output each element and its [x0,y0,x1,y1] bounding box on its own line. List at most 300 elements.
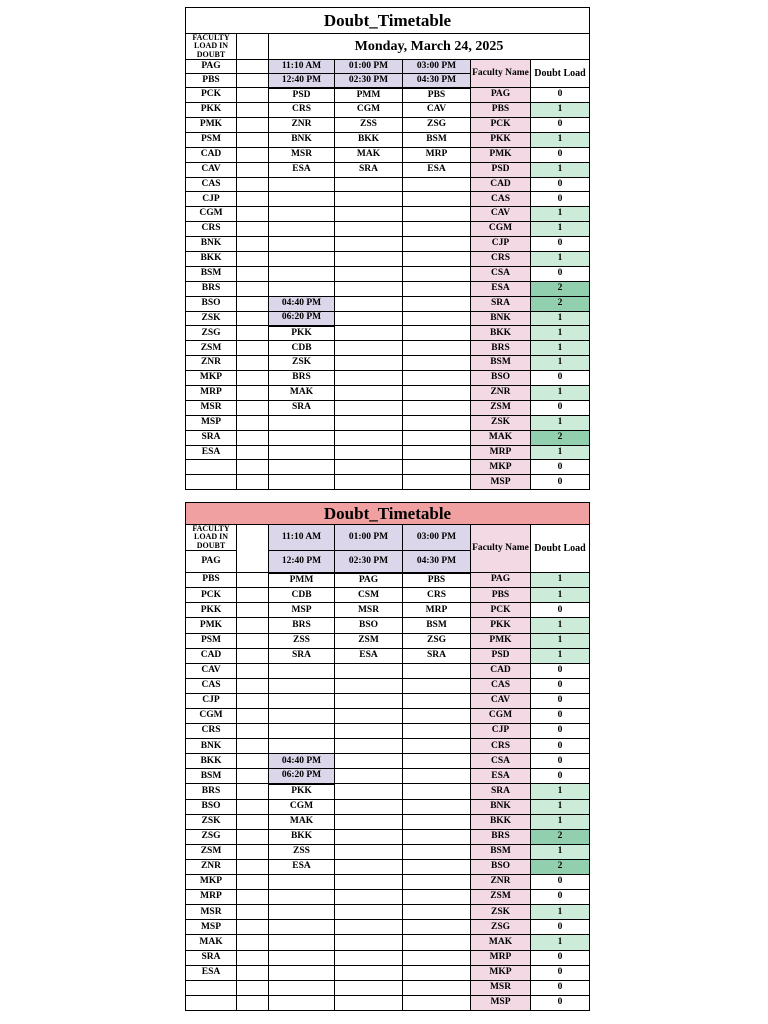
blank-cell [403,950,471,965]
blank-cell [269,890,335,905]
faculty-code [186,475,237,490]
blank-cell [403,844,471,859]
doubt-assignment: ZSS [269,633,335,648]
faculty-code: ZSK [186,311,237,326]
doubt-load-value: 0 [531,724,590,739]
blank-cell [403,356,471,371]
blank-cell [237,117,269,132]
doubt-assignment: 06:20 PM [269,311,335,326]
doubt-load-value: 2 [531,281,590,296]
doubt-assignment: ESA [269,859,335,874]
faculty-list-name: CAV [471,207,531,222]
table-row [186,147,590,162]
doubt-timetable-1 [185,7,590,490]
blank-cell [335,356,403,371]
blank-cell [237,385,269,400]
faculty-code [186,995,237,1010]
faculty-code: ZSM [186,341,237,356]
blank-cell [237,709,269,724]
doubt-assignment: SRA [335,162,403,177]
blank-cell [403,192,471,207]
doubt-load-value: 0 [531,769,590,784]
faculty-code: MAK [186,935,237,950]
table-row [186,935,590,950]
blank-cell [403,445,471,460]
faculty-list-name: PCK [471,603,531,618]
blank-cell [237,311,269,326]
doubt-load-value: 1 [531,103,590,118]
doubt-load-value: 1 [531,445,590,460]
table-row [186,648,590,663]
blank-cell [335,311,403,326]
faculty-list-name: BSM [471,356,531,371]
blank-cell [269,475,335,490]
blank-cell [237,445,269,460]
faculty-code: PAG [186,551,237,573]
doubt-assignment: MAK [335,147,403,162]
faculty-list-name: ZSM [471,400,531,415]
table-row [186,132,590,147]
blank-cell [403,326,471,341]
faculty-code: BKK [186,754,237,769]
faculty-code: BSO [186,799,237,814]
blank-cell [237,162,269,177]
blank-cell [403,296,471,311]
blank-cell [403,311,471,326]
faculty-code: SRA [186,430,237,445]
faculty-code: BSO [186,296,237,311]
table-row [186,663,590,678]
blank-cell [403,965,471,980]
doubt-assignment: PMM [335,88,403,103]
blank-cell [335,678,403,693]
blank-cell [403,709,471,724]
blank-cell [237,950,269,965]
faculty-code: CAV [186,162,237,177]
table-row [186,980,590,995]
doubt-assignment: ZNR [269,117,335,132]
blank-cell [269,709,335,724]
blank-cell [237,724,269,739]
doubt-assignment: CDB [269,341,335,356]
blank-cell [237,573,269,588]
doubt-load-value: 0 [531,475,590,490]
blank-cell [237,74,269,88]
faculty-code: CRS [186,222,237,237]
blank-cell [335,415,403,430]
blank-cell [237,859,269,874]
faculty-list-name: CAS [471,678,531,693]
blank-cell [403,400,471,415]
blank-cell [269,724,335,739]
faculty-code: CAS [186,177,237,192]
doubt-assignment: BSM [403,618,471,633]
doubt-load-value: 1 [531,588,590,603]
faculty-list-name: CRS [471,739,531,754]
doubt-assignment: CRS [403,588,471,603]
faculty-list-name: CSA [471,754,531,769]
doubt-load-value: 0 [531,192,590,207]
blank-cell [237,60,269,74]
blank-cell [237,603,269,618]
blank-cell [237,995,269,1010]
blank-cell [335,799,403,814]
faculty-list-name: ESA [471,281,531,296]
blank-cell [403,460,471,475]
blank-cell [335,385,403,400]
faculty-list-name: ZNR [471,385,531,400]
timetable-date: Monday, March 24, 2025 [269,34,590,60]
faculty-code: ZNR [186,356,237,371]
table-row [186,415,590,430]
faculty-code: PMK [186,117,237,132]
blank-cell [269,739,335,754]
faculty-code: MRP [186,385,237,400]
blank-cell [403,799,471,814]
table-row [186,603,590,618]
blank-cell [237,430,269,445]
blank-cell [403,222,471,237]
blank-cell [237,799,269,814]
blank-cell [335,445,403,460]
table-row [186,573,590,588]
table-row [186,251,590,266]
table-row [186,633,590,648]
doubt-load-value: 0 [531,875,590,890]
faculty-list-name: PBS [471,588,531,603]
blank-cell [403,237,471,252]
blank-cell [237,693,269,708]
doubt-load-value: 2 [531,296,590,311]
doubt-load-value: 1 [531,814,590,829]
faculty-code: ZSM [186,844,237,859]
doubt-assignment: MAK [269,385,335,400]
faculty-list-name: PCK [471,117,531,132]
doubt-load-value: 1 [531,222,590,237]
table-row [186,400,590,415]
doubt-load-value: 0 [531,147,590,162]
doubt-load-value: 1 [531,935,590,950]
blank-cell [403,177,471,192]
faculty-list-name: BRS [471,829,531,844]
doubt-load-value: 1 [531,573,590,588]
faculty-list-name: BNK [471,799,531,814]
blank-cell [269,920,335,935]
blank-cell [237,266,269,281]
table-row [186,814,590,829]
faculty-list-name: PSD [471,162,531,177]
table-row [186,995,590,1010]
faculty-code: BRS [186,784,237,799]
faculty-list-name: MKP [471,965,531,980]
blank-cell [403,724,471,739]
doubt-assignment: SRA [269,400,335,415]
blank-cell [269,678,335,693]
blank-cell [335,460,403,475]
blank-cell [335,430,403,445]
blank-cell [269,980,335,995]
faculty-load-header: FACULTY LOAD IN DOUBT [186,34,237,60]
blank-cell [269,965,335,980]
faculty-code: ESA [186,445,237,460]
doubt-load-value: 1 [531,618,590,633]
blank-cell [335,207,403,222]
blank-cell [237,829,269,844]
doubt-load-value: 1 [531,162,590,177]
faculty-list-name: MSP [471,475,531,490]
faculty-list-name: MAK [471,935,531,950]
doubt-assignment: MSR [269,147,335,162]
blank-cell [237,754,269,769]
doubt-load-value: 0 [531,754,590,769]
faculty-list-name: ZSM [471,890,531,905]
blank-cell [335,935,403,950]
blank-cell [335,693,403,708]
faculty-code: CRS [186,724,237,739]
blank-cell [335,739,403,754]
faculty-code: CAD [186,648,237,663]
blank-cell [237,784,269,799]
faculty-list-name: BKK [471,814,531,829]
blank-cell [269,445,335,460]
blank-cell [403,207,471,222]
faculty-code: MSR [186,905,237,920]
table-row [186,829,590,844]
blank-cell [269,222,335,237]
faculty-code: CAS [186,678,237,693]
faculty-code: ESA [186,965,237,980]
faculty-load-header: FACULTY LOAD IN DOUBT [186,525,237,551]
blank-cell [269,207,335,222]
table-row [186,618,590,633]
doubt-assignment: 04:40 PM [269,754,335,769]
faculty-code [186,460,237,475]
slot-start-time: 03:00 PM [403,60,471,74]
doubt-assignment: MSP [269,603,335,618]
doubt-assignment: ESA [269,162,335,177]
faculty-code: PSM [186,633,237,648]
faculty-code: MRP [186,890,237,905]
doubt-load-value: 0 [531,693,590,708]
blank-cell [335,784,403,799]
table-row [186,965,590,980]
doubt-load-value: 2 [531,859,590,874]
blank-cell [335,266,403,281]
doubt-assignment: BKK [269,829,335,844]
faculty-list-name: MAK [471,430,531,445]
doubt-assignment: 06:20 PM [269,769,335,784]
blank-cell [335,251,403,266]
blank-cell [237,769,269,784]
table-row [186,445,590,460]
doubt-assignment: BRS [269,618,335,633]
table-row [186,709,590,724]
faculty-code: ZSG [186,326,237,341]
doubt-assignment: CRS [269,103,335,118]
blank-cell [237,371,269,386]
blank-cell [237,618,269,633]
doubt-load-value: 1 [531,905,590,920]
doubt-load-value: 1 [531,251,590,266]
blank-cell [269,237,335,252]
faculty-list-name: CSA [471,266,531,281]
table-row [186,784,590,799]
slot-end-time: 12:40 PM [269,551,335,573]
faculty-list-name: PKK [471,618,531,633]
blank-cell [403,829,471,844]
table-row [186,222,590,237]
blank-cell [237,814,269,829]
table-row [186,88,590,103]
doubt-assignment: ZSS [269,844,335,859]
doubt-assignment: CGM [335,103,403,118]
blank-cell [403,905,471,920]
blank-cell [269,875,335,890]
faculty-list-name: CAD [471,663,531,678]
table-row [186,905,590,920]
faculty-code [186,980,237,995]
blank-cell [403,814,471,829]
doubt-load-value: 1 [531,799,590,814]
doubt-load-value: 0 [531,400,590,415]
blank-cell [237,34,269,60]
faculty-list-name: PBS [471,103,531,118]
doubt-assignment: BRS [269,371,335,386]
blank-cell [269,281,335,296]
table-row [186,950,590,965]
table-row [186,693,590,708]
faculty-list-name: MSP [471,995,531,1010]
doubt-load-value: 1 [531,844,590,859]
table-row [186,207,590,222]
table-row [186,678,590,693]
blank-cell [269,177,335,192]
faculty-code: MSP [186,415,237,430]
blank-cell [335,754,403,769]
faculty-list-name: CAS [471,192,531,207]
blank-cell [269,192,335,207]
table-title: Doubt_Timetable [186,503,590,525]
blank-cell [403,784,471,799]
blank-cell [335,875,403,890]
doubt-assignment: PKK [269,326,335,341]
faculty-code: ZSK [186,814,237,829]
faculty-list-name: BRS [471,341,531,356]
slot-end-time: 12:40 PM [269,74,335,88]
blank-cell [237,237,269,252]
table-title: Doubt_Timetable [186,8,590,34]
slot-start-time: 01:00 PM [335,60,403,74]
blank-cell [237,341,269,356]
blank-cell [237,588,269,603]
blank-cell [237,875,269,890]
faculty-list-name: CGM [471,222,531,237]
table-row [186,920,590,935]
doubt-load-value: 0 [531,709,590,724]
blank-cell [269,693,335,708]
doubt-assignment: ZSG [403,633,471,648]
table-row [186,875,590,890]
faculty-list-name: CGM [471,709,531,724]
slot-end-time: 04:30 PM [403,74,471,88]
blank-cell [403,430,471,445]
blank-cell [335,237,403,252]
blank-cell [335,769,403,784]
blank-cell [237,525,269,573]
blank-cell [237,844,269,859]
blank-cell [237,222,269,237]
table-row [186,754,590,769]
table-row [186,117,590,132]
blank-cell [269,266,335,281]
slot-start-time: 03:00 PM [403,525,471,551]
doubt-timetable-2 [185,502,590,1011]
faculty-list-name: ESA [471,769,531,784]
faculty-name-header: Faculty Name [471,60,531,88]
blank-cell [269,950,335,965]
blank-cell [237,965,269,980]
table-row [186,281,590,296]
doubt-assignment: SRA [269,648,335,663]
doubt-assignment: PKK [269,784,335,799]
faculty-code: CJP [186,693,237,708]
slot-end-time: 02:30 PM [335,551,403,573]
blank-cell [403,980,471,995]
doubt-load-value: 1 [531,311,590,326]
blank-cell [237,103,269,118]
doubt-load-value: 1 [531,385,590,400]
blank-cell [403,266,471,281]
blank-cell [237,648,269,663]
doubt-load-header: Doubt Load [531,525,590,573]
blank-cell [237,905,269,920]
doubt-load-value: 0 [531,177,590,192]
faculty-list-name: CRS [471,251,531,266]
blank-cell [237,251,269,266]
blank-cell [269,905,335,920]
doubt-assignment: BKK [335,132,403,147]
doubt-assignment: CAV [403,103,471,118]
blank-cell [335,475,403,490]
blank-cell [335,859,403,874]
blank-cell [335,829,403,844]
blank-cell [403,663,471,678]
table-row [186,192,590,207]
blank-cell [335,371,403,386]
faculty-code: PCK [186,588,237,603]
blank-cell [335,920,403,935]
blank-cell [403,739,471,754]
faculty-list-name: BSM [471,844,531,859]
doubt-assignment: BSM [403,132,471,147]
slot-start-time: 11:10 AM [269,525,335,551]
doubt-load-value: 0 [531,965,590,980]
doubt-assignment: PMM [269,573,335,588]
blank-cell [403,341,471,356]
doubt-assignment: ZSK [269,356,335,371]
blank-cell [403,995,471,1010]
faculty-code: PKK [186,103,237,118]
doubt-load-value: 1 [531,207,590,222]
faculty-code: PAG [186,60,237,74]
blank-cell [403,281,471,296]
slot-end-time: 02:30 PM [335,74,403,88]
blank-cell [335,724,403,739]
table-row [186,103,590,118]
blank-cell [237,633,269,648]
faculty-code: BRS [186,281,237,296]
faculty-list-name: BKK [471,326,531,341]
